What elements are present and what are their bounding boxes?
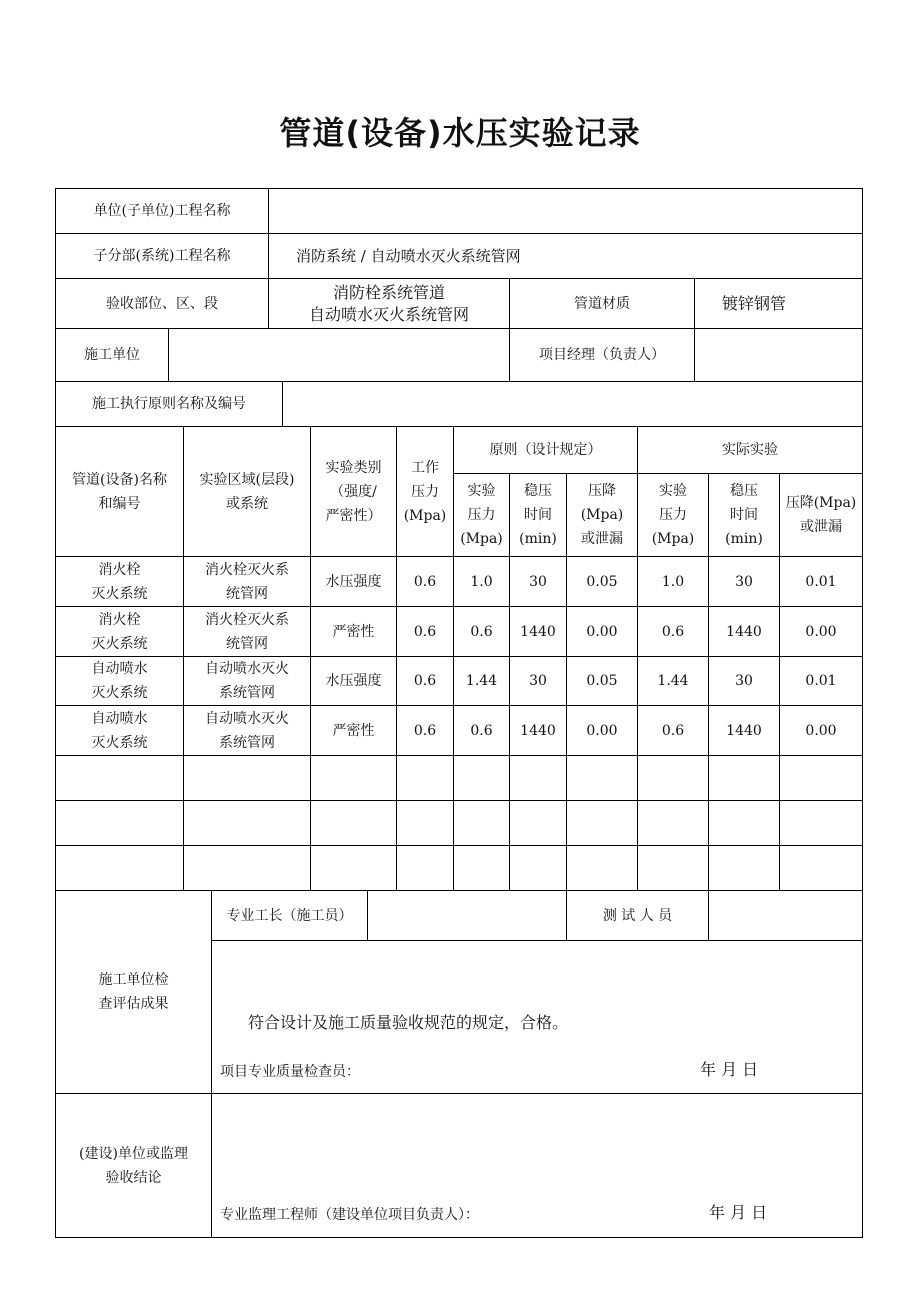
row4-act-time: 1440: [726, 722, 762, 739]
tester-label: 测 试 人 员: [602, 907, 673, 924]
col-area: 实验区域(层段) 或系统: [199, 471, 295, 512]
row3-act-time: 30: [735, 673, 753, 689]
row2-area: 消火栓灭火系 统管网: [205, 611, 289, 652]
row4-std-time: 1440: [520, 722, 556, 739]
part-value[interactable]: 消防栓系统管道 自动喷水灭火系统管网: [308, 282, 469, 324]
row1-std-drop: 0.05: [586, 573, 618, 590]
row1-std-pressure: 1.0: [470, 573, 493, 590]
row4-work-pressure: 0.6: [413, 722, 437, 739]
row4-pipe: 自动喷水 灭火系统: [91, 710, 148, 751]
tester-value[interactable]: [709, 891, 862, 940]
col-std-drop: 压降 (Mpa) 或泄漏: [580, 483, 624, 547]
page-title: 管道(设备)水压实验记录: [279, 114, 641, 152]
part-label: 验收部位、区、段: [106, 295, 218, 312]
row1-pipe: 消火栓 灭火系统: [91, 561, 148, 602]
col-std-pressure: 实验 压力 (Mpa): [460, 483, 503, 547]
inspector-label: 项目专业质量检查员：: [220, 1064, 360, 1080]
sub-label: 子分部(系统)工程名称: [93, 248, 231, 264]
row1-act-pressure: 1.0: [661, 573, 685, 590]
col-pipe: 管道(设备)名称 和编号: [72, 471, 167, 512]
row3-work-pressure: 0.6: [413, 673, 437, 689]
col-act-drop: 压降(Mpa) 或泄漏: [785, 495, 857, 535]
standard-label: 施工执行原则名称及编号: [92, 396, 246, 412]
row2-act-time: 1440: [726, 623, 762, 640]
row3-pipe: 自动喷水 灭火系统: [91, 661, 148, 701]
row4-std-drop: 0.00: [586, 722, 618, 739]
row2-std-pressure: 0.6: [470, 623, 493, 640]
material-label: 管道材质: [574, 295, 630, 312]
row4-act-drop: 0.00: [805, 722, 837, 739]
row4-area: 自动喷水灭火 系统管网: [205, 710, 289, 751]
row1-act-drop: 0.01: [805, 573, 837, 590]
contractor-value[interactable]: [169, 329, 509, 381]
row3-std-pressure: 1.44: [465, 673, 498, 689]
row4-std-pressure: 0.6: [470, 722, 493, 739]
standard-value[interactable]: [283, 382, 862, 426]
row2-std-drop: 0.00: [586, 623, 618, 640]
foreman-value[interactable]: [368, 891, 566, 940]
row3-type: 水压强度: [325, 673, 382, 689]
row1-area: 消火栓灭火系 统管网: [205, 561, 289, 602]
row4-act-pressure: 0.6: [661, 722, 685, 739]
row2-act-drop: 0.00: [805, 623, 837, 640]
row3-act-drop: 0.01: [805, 673, 837, 689]
inspection-date: 年 月 日: [700, 1060, 759, 1079]
col-act-pressure: 实验 压力 (Mpa): [651, 483, 695, 547]
inspection-result: 符合设计及施工质量验收规范的规定，合格。: [248, 1013, 569, 1032]
row1-act-time: 30: [735, 573, 753, 590]
row2-type: 严密性: [332, 623, 375, 640]
unit-label: 单位(子单位)工程名称: [93, 203, 231, 219]
row2-std-time: 1440: [520, 623, 556, 640]
material-value[interactable]: 镀锌钢管: [722, 293, 787, 313]
row2-act-pressure: 0.6: [661, 623, 685, 640]
contractor-label: 施工单位: [84, 347, 140, 363]
pm-label: 项目经理（负责人）: [539, 347, 665, 363]
row2-work-pressure: 0.6: [413, 623, 437, 640]
foreman-label: 专业工长（施工员）: [226, 907, 353, 924]
col-work-pressure: 工作 压力 (Mpa): [403, 459, 447, 524]
row1-work-pressure: 0.6: [413, 573, 437, 590]
engineer-label: 专业监理工程师（建设单位项目负责人）：: [220, 1207, 479, 1223]
sub-value[interactable]: 消防系统 / 自动喷水灭火系统管网: [296, 247, 521, 265]
pm-value[interactable]: [695, 329, 862, 381]
row1-type: 水压强度: [325, 573, 382, 590]
row3-area: 自动喷水灭火 系统管网: [205, 661, 289, 701]
row4-type: 严密性: [332, 722, 375, 739]
col-act-time: 稳压 时间 (min): [725, 483, 763, 547]
supervision-label: (建设)单位或监理 验收结论: [79, 1145, 188, 1186]
row3-act-pressure: 1.44: [657, 673, 689, 689]
unit-value[interactable]: [290, 189, 850, 233]
col-actual-group: 实际实验: [722, 442, 778, 458]
col-type: 实验类别 （强度/ 严密性）: [325, 459, 382, 524]
row3-std-drop: 0.05: [586, 673, 618, 689]
row2-pipe: 消火栓 灭火系统: [91, 611, 148, 652]
col-standard-group: 原则（设计规定）: [489, 442, 602, 458]
row1-std-time: 30: [529, 573, 547, 590]
row3-std-time: 30: [529, 673, 547, 689]
supervision-date: 年 月 日: [709, 1203, 768, 1222]
inspection-label: 施工单位检 查评估成果: [98, 972, 169, 1012]
col-std-time: 稳压 时间 (min): [519, 483, 557, 547]
